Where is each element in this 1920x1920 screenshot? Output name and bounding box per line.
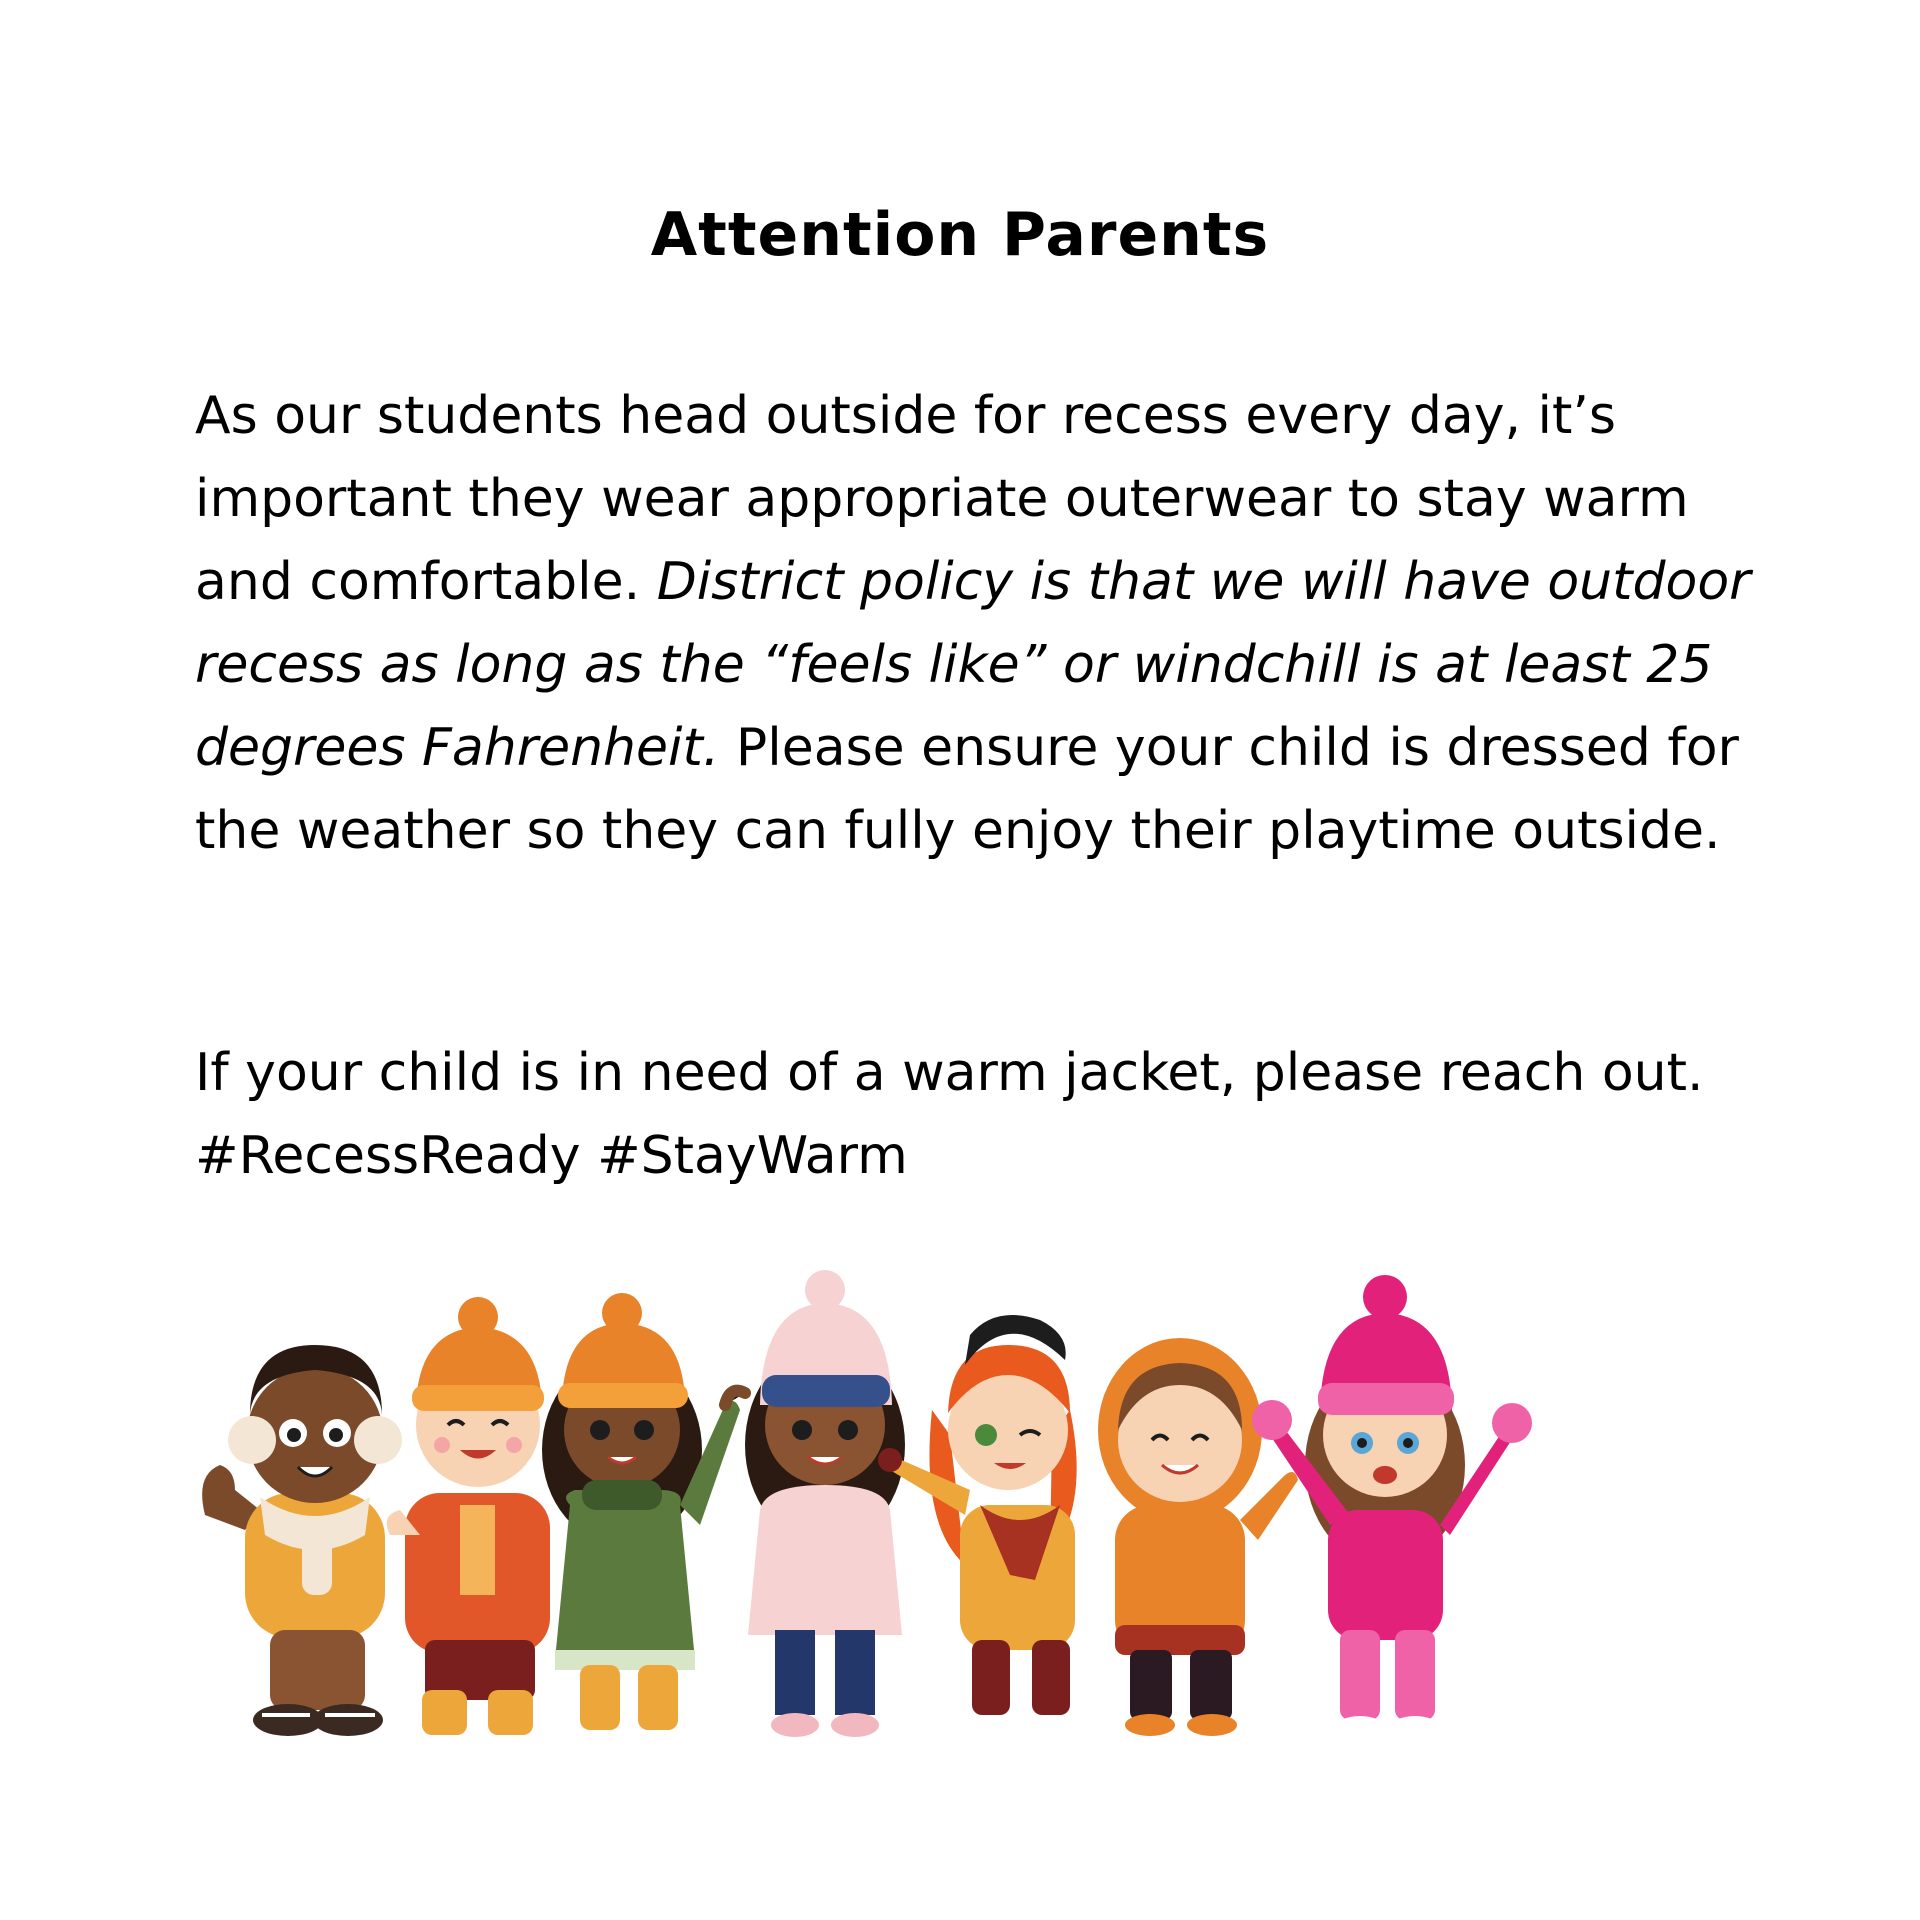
recess-policy-paragraph	[195, 375, 1755, 873]
paragraph-closing: Please ensure your child is dressed for the weather so they can fully enjoy their playtime outside.	[195, 718, 1739, 861]
paragraph-lead: As our students head outside for recess every day, it’s important they wear appropriate outerwear to stay warm and comfortable.	[195, 386, 1689, 612]
kid-pink-hoodie	[745, 1270, 905, 1737]
kid-orange-hood	[1098, 1338, 1298, 1736]
kid-green-coat	[542, 1293, 745, 1730]
jacket-help-paragraph: If your child is in need of a warm jacket, please reach out. #RecessReady #StayWarm	[195, 1043, 1704, 1186]
notice-title: Attention Parents	[650, 200, 1270, 270]
kid-orange-hat	[387, 1297, 550, 1735]
kid-earmuffs	[202, 1345, 402, 1736]
kid-pink-beanie	[1252, 1275, 1532, 1738]
winter-kids-illustration	[190, 1235, 1740, 1755]
district-policy-text: District policy is that we will have outdoor recess as long as the “feels like” or windchill is at least 25 degrees Fahrenheit.	[195, 552, 1751, 778]
kid-red-hair	[878, 1315, 1077, 1715]
